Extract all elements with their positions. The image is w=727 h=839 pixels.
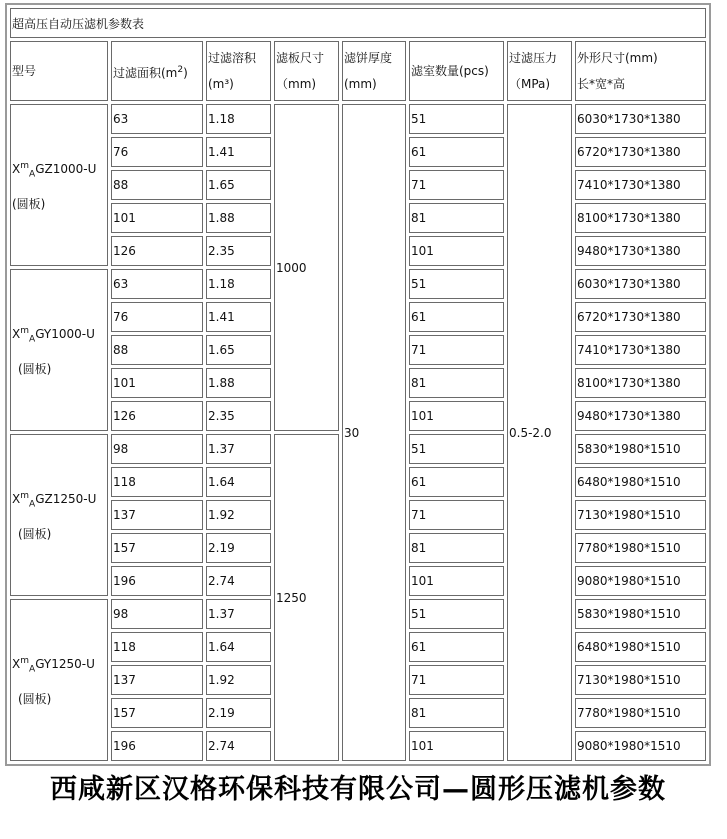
dimensions-cell: 9480*1730*1380 [575,236,706,266]
dimensions-cell: 9080*1980*1510 [575,566,706,596]
model-text-part: (圆板) [18,362,52,377]
volume-cell: 1.41 [206,137,271,167]
area-cell: 157 [111,698,203,728]
dimensions-cell: 8100*1730*1380 [575,368,706,398]
area-cell: 137 [111,665,203,695]
volume-cell: 1.92 [206,500,271,530]
dimensions-cell: 7780*1980*1510 [575,698,706,728]
model-text-part: X [12,491,21,506]
model-text-part: A [29,664,36,675]
chambers-cell: 71 [409,500,504,530]
area-cell: 157 [111,533,203,563]
dimensions-cell: 7780*1980*1510 [575,533,706,563]
volume-cell: 2.74 [206,566,271,596]
volume-cell: 2.19 [206,533,271,563]
area-cell: 76 [111,137,203,167]
model-text-part: X [12,161,21,176]
chambers-cell: 61 [409,467,504,497]
dimensions-cell: 6480*1980*1510 [575,632,706,662]
cake-thickness-cell: 30 [342,104,406,761]
model-text-part: GZ1000-U [35,161,97,176]
chambers-cell: 51 [409,599,504,629]
model-text-part: (圆板) [12,197,46,212]
chambers-cell: 61 [409,137,504,167]
volume-cell: 1.37 [206,599,271,629]
table-row [10,104,706,134]
dimensions-cell: 6030*1730*1380 [575,104,706,134]
model-text-part: X [12,326,21,341]
area-cell: 98 [111,599,203,629]
dimensions-cell: 6720*1730*1380 [575,302,706,332]
chambers-cell: 101 [409,401,504,431]
volume-cell: 1.18 [206,104,271,134]
model-text-part: X [12,656,21,671]
model-text-part: m [20,325,30,336]
area-cell: 101 [111,368,203,398]
chambers-cell: 71 [409,335,504,365]
parameter-table [5,3,711,766]
model-cell [10,434,108,596]
volume-cell: 1.18 [206,269,271,299]
volume-cell: 1.88 [206,368,271,398]
area-cell: 126 [111,236,203,266]
model-text-part: m [20,490,30,501]
model-cell [10,599,108,761]
volume-cell: 2.74 [206,731,271,761]
table-title: 超高压自动压滤机参数表 [10,8,706,38]
header-cake-thickness: 滤饼厚度 (mm) [342,41,406,101]
area-cell: 126 [111,401,203,431]
volume-cell: 1.64 [206,467,271,497]
chambers-cell: 81 [409,698,504,728]
chambers-cell: 71 [409,170,504,200]
chambers-cell: 51 [409,434,504,464]
dimensions-cell: 5830*1980*1510 [575,434,706,464]
dimensions-cell: 7410*1730*1380 [575,170,706,200]
dimensions-cell: 9480*1730*1380 [575,401,706,431]
model-text-part: (圆板) [18,692,52,707]
area-cell: 88 [111,170,203,200]
area-cell: 137 [111,500,203,530]
dimensions-cell: 9080*1980*1510 [575,731,706,761]
model-text-part: (圆板) [18,527,52,542]
header-model: 型号 [10,41,108,101]
model-text-part: GZ1250-U [35,491,97,506]
volume-cell: 2.19 [206,698,271,728]
dimensions-cell: 6720*1730*1380 [575,137,706,167]
volume-cell: 1.37 [206,434,271,464]
watermark-banner: 西咸新区汉格环保科技有限公司—圆形压滤机参数 [50,774,666,805]
chambers-cell: 51 [409,269,504,299]
header-plate-size: 滤板尺寸 （mm) [274,41,339,101]
volume-cell: 1.88 [206,203,271,233]
model-cell [10,269,108,431]
area-cell: 118 [111,632,203,662]
pressure-cell: 0.5-2.0 [507,104,572,761]
dimensions-cell: 6480*1980*1510 [575,467,706,497]
chambers-cell: 71 [409,665,504,695]
volume-cell: 2.35 [206,236,271,266]
chambers-cell: 81 [409,368,504,398]
area-cell: 101 [111,203,203,233]
volume-cell: 2.35 [206,401,271,431]
model-text-part: GY1250-U [35,656,95,671]
dimensions-cell: 7130*1980*1510 [575,665,706,695]
volume-cell: 1.92 [206,665,271,695]
area-cell: 63 [111,269,203,299]
dimensions-cell: 6030*1730*1380 [575,269,706,299]
header-chambers: 滤室数量(pcs) [409,41,504,101]
dimensions-cell: 7130*1980*1510 [575,500,706,530]
volume-cell: 1.65 [206,335,271,365]
chambers-cell: 101 [409,731,504,761]
dimensions-cell: 8100*1730*1380 [575,203,706,233]
header-row [10,41,706,101]
area-cell: 63 [111,104,203,134]
header-area: 过滤面积$(m^2)$ [111,41,203,101]
chambers-cell: 81 [409,203,504,233]
chambers-cell: 51 [409,104,504,134]
dimensions-cell: 5830*1980*1510 [575,599,706,629]
chambers-cell: 61 [409,302,504,332]
plate-size-cell: 1250 [274,434,339,761]
model-text-part: m [20,160,30,171]
model-text-part: A [29,169,36,180]
model-text-part: GY1000-U [35,326,95,341]
volume-cell: 1.41 [206,302,271,332]
area-cell: 196 [111,731,203,761]
area-cell: 118 [111,467,203,497]
area-cell: 196 [111,566,203,596]
chambers-cell: 61 [409,632,504,662]
model-text-part: A [29,499,36,510]
model-cell [10,104,108,266]
chambers-cell: 101 [409,236,504,266]
volume-cell: 1.65 [206,170,271,200]
plate-size-cell: 1000 [274,104,339,431]
chambers-cell: 81 [409,533,504,563]
header-volume: 过滤溶积 (m³) [206,41,271,101]
dimensions-cell: 7410*1730*1380 [575,335,706,365]
header-pressure: 过滤压力 （MPa) [507,41,572,101]
area-cell: 88 [111,335,203,365]
model-text-part: A [29,334,36,345]
chambers-cell: 101 [409,566,504,596]
area-cell: 98 [111,434,203,464]
model-text-part: m [20,655,30,666]
area-cell: 76 [111,302,203,332]
volume-cell: 1.64 [206,632,271,662]
header-dimensions: 外形尺寸(mm) 长*宽*高 [575,41,706,101]
